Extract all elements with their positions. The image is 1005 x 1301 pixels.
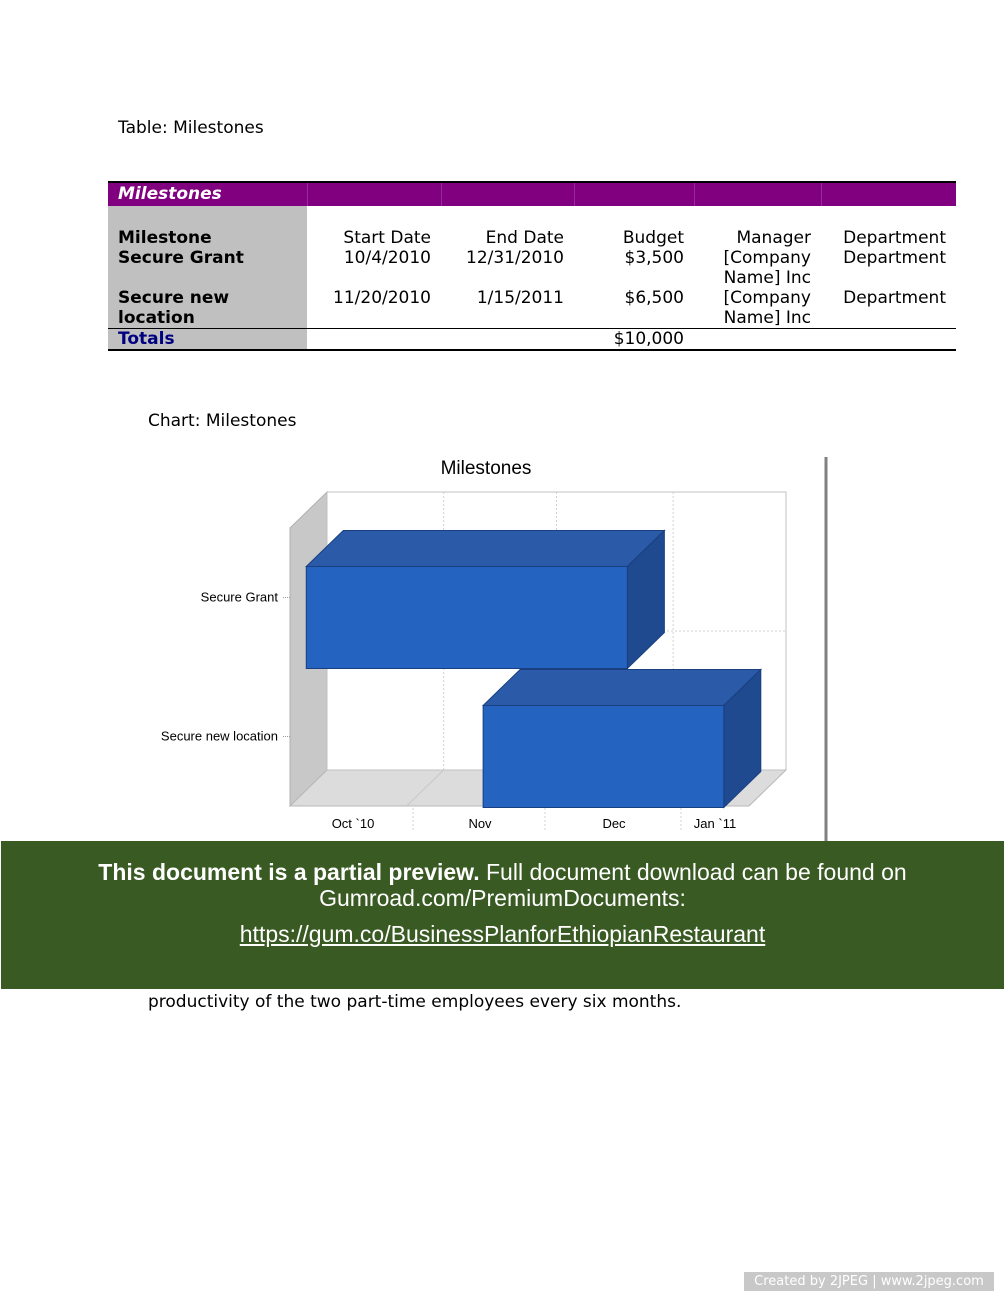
chart-bar-front (306, 567, 627, 669)
row-end-date: 1/15/2011 (476, 288, 564, 308)
chart-category-labels (161, 590, 290, 744)
chart-x-tick-label: Dec (602, 816, 626, 831)
totals-budget: $10,000 (574, 329, 694, 351)
chart-x-tick-labels (332, 808, 737, 832)
header-end-date: End Date (485, 228, 564, 248)
body-text: productivity of the two part-time employees every six months. (148, 992, 682, 1012)
banner-download-link[interactable]: https://gum.co/BusinessPlanforEthiopianRestaurant (239, 921, 766, 947)
row-start-date: 10/4/2010 (343, 248, 431, 268)
chart-caption: Chart: Milestones (148, 411, 297, 431)
chart-category-label: Secure new location (160, 728, 278, 744)
chart-category-label: Secure Grant (200, 589, 278, 605)
watermark: Created by 2JPEG | www.2jpeg.com (744, 1272, 994, 1291)
chart-x-tick-label: Nov (468, 816, 492, 831)
banner-text2: Gumroad.com/PremiumDocuments: (319, 885, 686, 911)
row-budget: $6,500 (624, 288, 684, 308)
preview-banner (1, 841, 1004, 989)
row-department: Department (843, 288, 946, 308)
banner-text: Full document download can be found on (479, 859, 907, 885)
table-title: Milestones (108, 182, 307, 206)
row-budget: $3,500 (624, 248, 684, 268)
header-department: Department (843, 228, 946, 248)
chart-bar-top (306, 531, 664, 567)
row-start-date: 11/20/2010 (333, 288, 431, 308)
row-end-date: 12/31/2010 (466, 248, 564, 268)
chart-bar (306, 531, 664, 669)
chart-bar-front (483, 706, 724, 808)
row-manager: [Company Name] Inc (723, 288, 811, 328)
header-start-date: Start Date (343, 228, 431, 248)
row-milestone: Secure new location (108, 288, 307, 329)
header-milestone: Milestone (108, 228, 307, 248)
banner-bold-text: This document is a partial preview. (98, 859, 480, 885)
row-department: Department (843, 248, 946, 268)
header-manager: Manager (736, 228, 811, 248)
row-manager: [Company Name] Inc (723, 248, 811, 288)
chart-bar-top (483, 670, 761, 706)
chart-title: Milestones (440, 458, 532, 479)
chart-bar (483, 670, 761, 808)
chart-x-tick-label: Jan `11 (693, 816, 737, 831)
chart-x-tick-label: Oct `10 (331, 816, 375, 831)
header-budget: Budget (622, 228, 684, 248)
totals-label: Totals (108, 329, 307, 351)
table-caption: Table: Milestones (118, 118, 264, 138)
banner-message (1, 859, 1004, 911)
row-milestone: Secure Grant (108, 248, 307, 288)
